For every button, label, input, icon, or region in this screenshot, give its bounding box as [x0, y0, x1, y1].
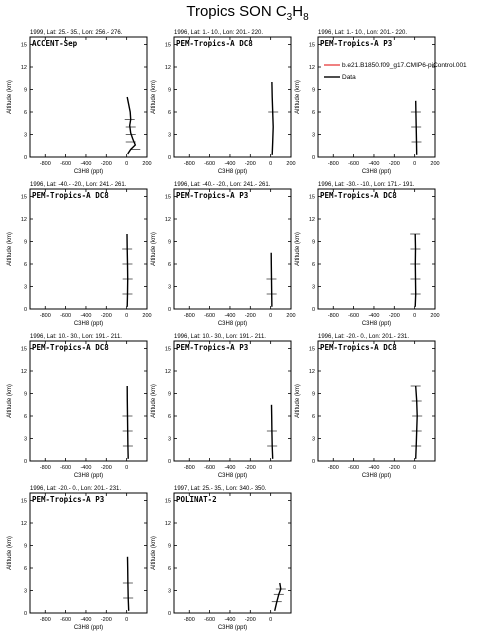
x-tick-label: -800: [39, 465, 51, 471]
x-tick-label: 0: [269, 161, 273, 167]
x-axis-label: C3H8 (ppt): [73, 321, 104, 327]
y-tick-label: 9: [311, 391, 315, 398]
y-tick-label: 3: [167, 132, 171, 139]
x-tick-label: -200: [100, 161, 112, 167]
panel-frame: [174, 189, 291, 309]
y-axis-label: Altitude (km): [295, 232, 301, 266]
campaign-label: PEM-Tropics-A P3: [320, 39, 393, 48]
y-tick-label: 6: [167, 566, 171, 572]
y-tick-label: 6: [311, 262, 315, 268]
obs-profile-line: [271, 253, 272, 307]
x-tick-label: -400: [80, 465, 92, 471]
y-tick-label: 0: [23, 459, 27, 465]
legend-model-label: b.e21.B1850.f09_g17.CMIP6-piControl.001: [342, 62, 467, 69]
panel-frame: [174, 493, 291, 613]
y-axis-label: Altitude (km): [295, 384, 301, 418]
y-tick-label: 12: [20, 369, 27, 375]
panel-header: 1996, Lat: -20.- 0., Lon: 201.- 231.: [318, 334, 410, 340]
y-tick-label: 3: [167, 436, 171, 443]
campaign-label: ACCENT-Sep: [32, 39, 78, 48]
x-tick-label: 200: [142, 313, 152, 319]
x-tick-label: 200: [286, 161, 296, 167]
y-tick-label: 9: [311, 239, 315, 246]
y-tick-label: 6: [23, 110, 27, 116]
panel-frame: [174, 341, 291, 461]
campaign-label: PEM-Tropics-A P3: [176, 191, 249, 200]
x-tick-label: -200: [100, 313, 112, 319]
y-tick-label: 6: [167, 262, 171, 268]
y-axis-label: Altitude (km): [151, 536, 157, 570]
y-tick-label: 15: [20, 42, 27, 49]
x-tick-label: -600: [348, 313, 360, 319]
x-tick-label: -600: [60, 313, 72, 319]
x-axis-label: C3H8 (ppt): [217, 321, 248, 327]
x-tick-label: -800: [39, 313, 51, 319]
y-tick-label: 3: [311, 132, 315, 139]
y-axis-label: Altitude (km): [7, 384, 13, 418]
y-tick-label: 3: [23, 284, 27, 291]
x-tick-label: 0: [269, 465, 273, 471]
x-tick-label: -800: [183, 161, 195, 167]
campaign-label: PEM-Tropics-A P3: [176, 343, 249, 352]
x-tick-label: -800: [327, 465, 339, 471]
x-tick-label: -800: [183, 465, 195, 471]
title-sub: 3: [286, 12, 293, 23]
obs-profile-line: [272, 82, 273, 155]
y-tick-label: 3: [23, 436, 27, 443]
y-tick-label: 3: [311, 284, 315, 291]
obs-profile-line: [127, 386, 128, 459]
x-tick-label: 200: [286, 313, 296, 319]
x-axis-label: C3H8 (ppt): [361, 321, 392, 327]
y-axis-label: Altitude (km): [7, 536, 13, 570]
panel-header: 1999, Lat: 25.- 35., Lon: 256.- 276.: [30, 30, 123, 36]
x-tick-label: -200: [100, 617, 112, 623]
panel-header: 1996, Lat: -40.- -20., Lon: 241.- 261.: [30, 182, 127, 188]
x-tick-label: -400: [224, 617, 236, 623]
profile-panel: [295, 30, 467, 175]
x-tick-label: -800: [39, 617, 51, 623]
legend-obs-label: Data: [342, 74, 356, 81]
y-tick-label: 15: [20, 498, 27, 505]
y-tick-label: 15: [164, 42, 171, 49]
campaign-label: PEM-Tropics-A DC8: [176, 39, 253, 48]
x-tick-label: -400: [368, 161, 380, 167]
x-axis-label: C3H8 (ppt): [361, 169, 392, 175]
y-tick-label: 0: [167, 459, 171, 465]
y-tick-label: 6: [23, 262, 27, 268]
x-tick-label: -200: [388, 313, 400, 319]
x-tick-label: -600: [204, 465, 216, 471]
y-tick-label: 3: [167, 588, 171, 595]
x-tick-label: 0: [125, 465, 129, 471]
title-sub2: 8: [303, 12, 309, 23]
y-tick-label: 15: [308, 194, 315, 201]
panel-frame: [30, 341, 147, 461]
x-tick-label: 0: [125, 617, 129, 623]
y-tick-label: 0: [167, 307, 171, 313]
x-tick-label: 0: [125, 161, 129, 167]
x-axis-label: C3H8 (ppt): [217, 169, 248, 175]
profile-panel: [151, 486, 291, 631]
panel-frame: [318, 37, 435, 157]
x-axis-label: C3H8 (ppt): [217, 625, 248, 631]
y-tick-label: 0: [23, 611, 27, 617]
y-tick-label: 9: [23, 391, 27, 398]
x-tick-label: -800: [39, 161, 51, 167]
x-tick-label: -400: [368, 465, 380, 471]
panel-header: 1996, Lat: -20.- 0., Lon: 201.- 231.: [30, 486, 122, 492]
panel-header: 1996, Lat: -30.- -10., Lon: 171.- 191.: [318, 182, 415, 188]
profile-panel: [295, 334, 435, 479]
y-tick-label: 9: [23, 87, 27, 94]
y-tick-label: 9: [167, 391, 171, 398]
x-tick-label: -200: [388, 161, 400, 167]
y-tick-label: 15: [20, 346, 27, 353]
y-tick-label: 0: [167, 611, 171, 617]
y-tick-label: 0: [23, 307, 27, 313]
x-axis-label: C3H8 (ppt): [73, 473, 104, 479]
y-tick-label: 12: [164, 521, 171, 527]
x-tick-label: 0: [413, 465, 417, 471]
obs-profile-line: [415, 234, 416, 307]
y-tick-label: 9: [167, 87, 171, 94]
x-tick-label: -800: [183, 617, 195, 623]
y-tick-label: 15: [308, 42, 315, 49]
panel-header: 1996, Lat: 1.- 10., Lon: 201.- 220.: [318, 30, 408, 36]
y-tick-label: 12: [308, 65, 315, 71]
x-axis-label: C3H8 (ppt): [217, 473, 248, 479]
x-tick-label: -600: [60, 161, 72, 167]
x-tick-label: -800: [183, 313, 195, 319]
x-tick-label: -200: [388, 465, 400, 471]
title-main: Tropics SON C: [186, 3, 287, 20]
profile-panel: [7, 486, 147, 631]
y-axis-label: Altitude (km): [7, 80, 13, 114]
y-tick-label: 15: [308, 346, 315, 353]
panel-header: 1996, Lat: 10.- 30., Lon: 191.- 211.: [30, 334, 122, 340]
y-tick-label: 3: [311, 436, 315, 443]
x-tick-label: -800: [327, 313, 339, 319]
y-tick-label: 12: [308, 369, 315, 375]
y-tick-label: 12: [20, 65, 27, 71]
y-tick-label: 15: [164, 346, 171, 353]
x-tick-label: -200: [244, 617, 256, 623]
y-tick-label: 12: [164, 369, 171, 375]
x-tick-label: -400: [80, 161, 92, 167]
x-tick-label: 0: [269, 617, 273, 623]
y-tick-label: 3: [167, 284, 171, 291]
y-tick-label: 12: [20, 217, 27, 223]
profile-panel: [7, 182, 152, 327]
x-axis-label: C3H8 (ppt): [73, 625, 104, 631]
y-tick-label: 0: [311, 307, 315, 313]
x-tick-label: -400: [80, 617, 92, 623]
y-axis-label: Altitude (km): [151, 232, 157, 266]
y-tick-label: 12: [164, 217, 171, 223]
x-tick-label: -600: [60, 465, 72, 471]
y-axis-label: Altitude (km): [151, 80, 157, 114]
y-tick-label: 6: [23, 566, 27, 572]
panel-header: 1996, Lat: 10.- 30., Lon: 191.- 211.: [174, 334, 266, 340]
campaign-label: PEM-Tropics-A DC8: [32, 191, 109, 200]
campaign-label: PEM-Tropics-A DC8: [32, 343, 109, 352]
y-tick-label: 6: [23, 414, 27, 420]
x-tick-label: -400: [368, 313, 380, 319]
x-tick-label: 0: [125, 313, 129, 319]
panel-frame: [30, 493, 147, 613]
panel-header: 1996, Lat: 1.- 10., Lon: 201.- 220.: [174, 30, 264, 36]
obs-profile-line: [127, 234, 128, 307]
x-axis-label: C3H8 (ppt): [73, 169, 104, 175]
obs-profile-line: [416, 101, 417, 155]
y-tick-label: 0: [311, 459, 315, 465]
x-tick-label: -400: [224, 313, 236, 319]
x-tick-label: -600: [204, 313, 216, 319]
y-axis-label: Altitude (km): [7, 232, 13, 266]
x-axis-label: C3H8 (ppt): [361, 473, 392, 479]
y-tick-label: 6: [167, 110, 171, 116]
y-tick-label: 6: [311, 414, 315, 420]
profile-panel: [7, 334, 147, 479]
profile-panel: [151, 334, 291, 479]
y-tick-label: 15: [164, 498, 171, 505]
x-tick-label: 200: [142, 161, 152, 167]
x-tick-label: -800: [327, 161, 339, 167]
y-tick-label: 6: [167, 414, 171, 420]
y-axis-label: Altitude (km): [295, 80, 301, 114]
y-tick-label: 9: [311, 87, 315, 94]
y-tick-label: 9: [167, 543, 171, 550]
x-tick-label: 0: [269, 313, 273, 319]
x-tick-label: 0: [413, 161, 417, 167]
campaign-label: PEM-Tropics-A DC8: [320, 191, 397, 200]
x-tick-label: -400: [224, 161, 236, 167]
campaign-label: POLINAT-2: [176, 495, 217, 504]
obs-profile-line: [272, 405, 273, 459]
x-tick-label: -200: [244, 465, 256, 471]
panel-header: 1996, Lat: -40.- -20., Lon: 241.- 261.: [174, 182, 271, 188]
profile-panel: [7, 30, 152, 175]
y-tick-label: 9: [167, 239, 171, 246]
x-tick-label: 200: [430, 313, 440, 319]
legend: [324, 62, 467, 81]
y-tick-label: 12: [308, 217, 315, 223]
y-tick-label: 6: [311, 110, 315, 116]
obs-profile-line: [275, 583, 281, 611]
x-tick-label: -600: [60, 617, 72, 623]
y-tick-label: 3: [23, 588, 27, 595]
y-tick-label: 12: [164, 65, 171, 71]
x-tick-label: -200: [244, 161, 256, 167]
x-tick-label: -400: [224, 465, 236, 471]
y-tick-label: 0: [23, 155, 27, 161]
obs-profile-line: [128, 557, 129, 611]
y-tick-label: 3: [23, 132, 27, 139]
y-tick-label: 12: [20, 521, 27, 527]
x-tick-label: 0: [413, 313, 417, 319]
x-tick-label: -600: [204, 161, 216, 167]
y-tick-label: 15: [20, 194, 27, 201]
obs-profile-line: [416, 386, 418, 459]
y-tick-label: 0: [311, 155, 315, 161]
y-tick-label: 9: [23, 239, 27, 246]
y-tick-label: 9: [23, 543, 27, 550]
campaign-label: PEM-Tropics-A DC8: [320, 343, 397, 352]
x-tick-label: -600: [204, 617, 216, 623]
panel-header: 1997, Lat: 25.- 35., Lon: 340.- 350.: [174, 486, 267, 492]
x-tick-label: -600: [348, 161, 360, 167]
title-tail: H: [292, 3, 304, 20]
x-tick-label: -600: [348, 465, 360, 471]
x-tick-label: -200: [244, 313, 256, 319]
profile-panel: [151, 182, 296, 327]
campaign-label: PEM-Tropics-A P3: [32, 495, 105, 504]
panel-frame: [30, 37, 147, 157]
x-tick-label: -400: [80, 313, 92, 319]
y-axis-label: Altitude (km): [151, 384, 157, 418]
x-tick-label: -200: [100, 465, 112, 471]
profile-panel: [295, 182, 440, 327]
profile-panel: [151, 30, 296, 175]
x-tick-label: 200: [430, 161, 440, 167]
obs-profile-line: [127, 97, 135, 154]
y-tick-label: 0: [167, 155, 171, 161]
y-tick-label: 15: [164, 194, 171, 201]
